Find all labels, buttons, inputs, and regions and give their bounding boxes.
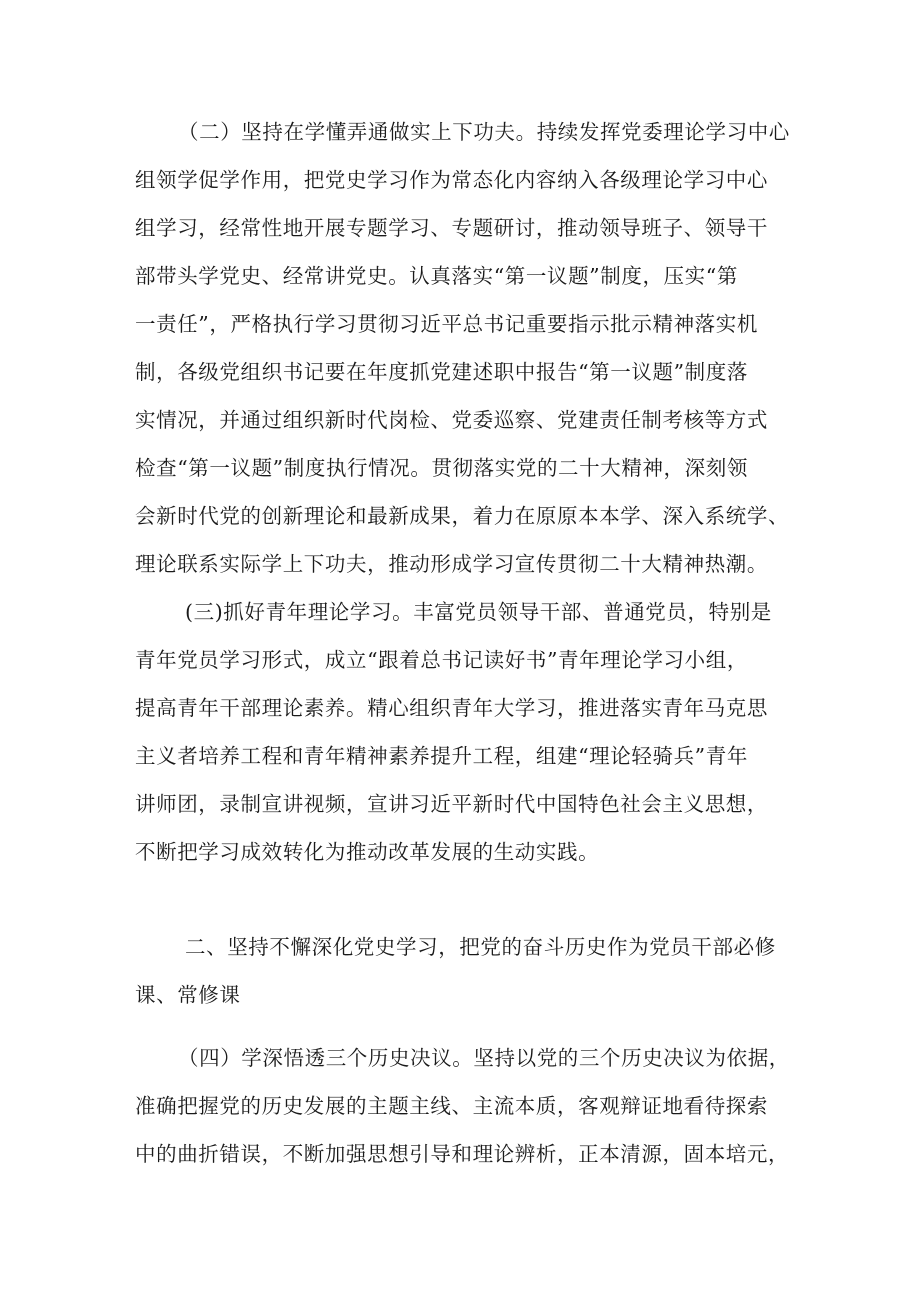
text-line: 不断把学习成效转化为推动改革发展的生动实践。: [135, 840, 600, 864]
text-line: （四）学深悟透三个历史决议。坚持以党的三个历史决议为依据，: [178, 1046, 790, 1070]
text-line: 一责任”，严格执行学习贯彻习近平总书记重要指示批示精神落实机: [135, 312, 758, 336]
text-line: 准确把握党的历史发展的主题主线、主流本质，客观辩证地看待探索: [135, 1094, 768, 1118]
text-line: (三)抓好青年理论学习。丰富党员领导干部、普通党员，特别是: [185, 600, 772, 624]
text-line: 会新时代党的创新理论和最新成果，着力在原原本本学、深入系统学、: [135, 504, 790, 528]
text-line: 理论联系实际学上下功夫，推动形成学习宣传贯彻二十大精神热潮。: [135, 552, 768, 576]
text-line: 讲师团，录制宣讲视频，宣讲习近平新时代中国特色社会主义思想，: [135, 792, 768, 816]
heading-line: 课、常修课: [135, 983, 241, 1007]
text-line: 提高青年干部理论素养。精心组织青年大学习，推进落实青年马克思: [135, 696, 768, 720]
text-line: 实情况，并通过组织新时代岗检、党委巡察、党建责任制考核等方式: [135, 408, 768, 432]
text-line: 组学习，经常性地开展专题学习、专题研讨，推动领导班子、领导干: [135, 216, 768, 240]
heading-line: 二、坚持不懈深化党史学习，把党的奋斗历史作为党员干部必修: [185, 935, 776, 959]
text-line: 部带头学党史、经常讲党史。认真落实“第一议题”制度，压实“第: [135, 264, 738, 288]
text-line: 中的曲折错误，不断加强思想引导和理论辨析，正本清源，固本培元，: [135, 1142, 790, 1166]
text-line: 组领学促学作用，把党史学习作为常态化内容纳入各级理论学习中心: [135, 168, 768, 192]
text-line: 检查“第一议题”制度执行情况。贯彻落实党的二十大精神，深刻领: [135, 456, 748, 480]
text-line: （二）坚持在学懂弄通做实上下功夫。持续发挥党委理论学习中心: [178, 120, 790, 144]
text-line: 青年党员学习形式，成立“跟着总书记读好书”青年理论学习小组，: [135, 648, 748, 672]
text-line: 制，各级党组织书记要在年度抓党建述职中报告“第一议题”制度落: [135, 360, 748, 384]
text-line: 主义者培养工程和青年精神素养提升工程，组建“理论轻骑兵”青年: [135, 744, 748, 768]
